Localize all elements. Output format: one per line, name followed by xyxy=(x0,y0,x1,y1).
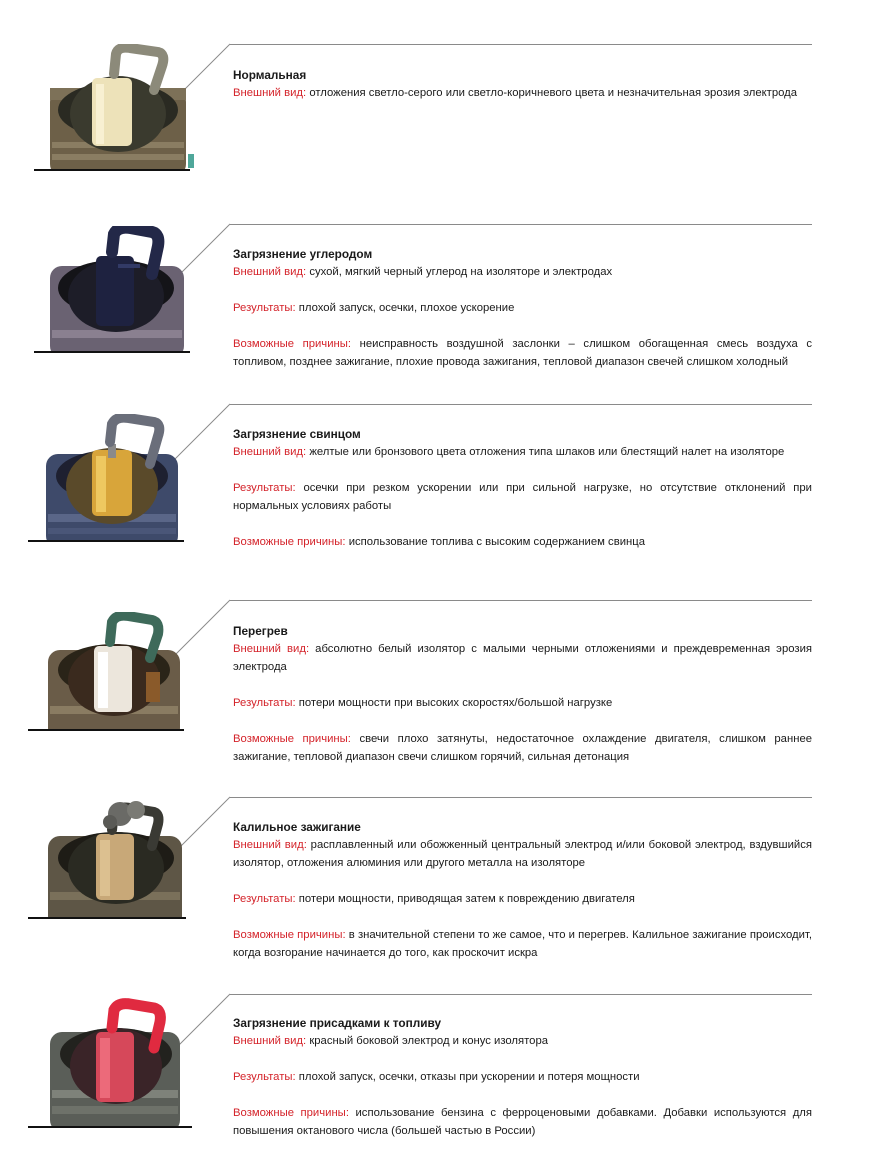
section-text xyxy=(233,245,812,389)
section-text xyxy=(233,622,812,784)
spark-plug-photo-pre-ignition xyxy=(40,800,190,918)
appearance-label: Внешний вид xyxy=(233,839,304,851)
spark-plug-photo-overheating xyxy=(40,612,188,730)
appearance-paragraph: Внешний вид: желтые или бронзового цвета отложения типа шлаков или блестящий налет на изоляторе xyxy=(233,446,785,458)
appearance-paragraph: Внешний вид: сухой, мягкий черный углерод на изоляторе и электродах xyxy=(233,266,613,278)
causes-label: Возможные причины xyxy=(233,1107,346,1119)
causes-text: неисправность воздушной заслонки – слишком обогащенная смесь воздуха с топливом, позднее зажигание, плохие провода зажигания, тепловой диапазон свечей слишком холодный xyxy=(233,338,812,368)
section-rule xyxy=(230,224,812,225)
results-label: Результаты xyxy=(233,302,293,314)
results-text: потери мощности, приводящая затем к повреждению двигателя xyxy=(298,893,635,905)
section-rule xyxy=(230,44,812,45)
appearance-paragraph: Внешний вид: отложения светло-серого или светло-коричневого цвета и незначительная эрозия электрода xyxy=(233,87,798,99)
photo-baseline xyxy=(28,540,184,542)
section-rule xyxy=(230,600,812,601)
photo-baseline xyxy=(28,1126,192,1128)
appearance-text: красный боковой электрод и конус изолятора xyxy=(309,1035,549,1047)
results-text: потери мощности при высоких скоростях/большой нагрузке xyxy=(298,697,613,709)
section-text xyxy=(233,66,812,120)
results-paragraph: Результаты: осечки при резком ускорении или при сильной нагрузке, но отсутствие отклонений при нормальных условиях работы xyxy=(233,482,812,512)
appearance-text: отложения светло-серого или светло-коричневого цвета и незначительная эрозия электрода xyxy=(309,87,798,99)
section-title: Нормальная xyxy=(233,68,307,82)
results-text: плохой запуск, осечки, плохое ускорение xyxy=(298,302,515,314)
photo-baseline xyxy=(34,351,190,353)
causes-label: Возможные причины xyxy=(233,536,343,548)
causes-paragraph: Возможные причины: свечи плохо затянуты, недостаточное охлаждение двигателя, слишком раннее зажигание, тепловой диапазон свечи слишком горячий, сильная детонация xyxy=(233,733,813,763)
section-title: Перегрев xyxy=(233,624,288,638)
causes-paragraph: Возможные причины: использование бензина с ферроценовыми добавками. Добавки используются для повышения октанового числа (большей частью в России) xyxy=(233,1107,812,1137)
appearance-paragraph: Внешний вид: абсолютно белый изолятор с малыми черными отложениями и преждевременная эрозия электрода xyxy=(233,643,812,673)
causes-text: свечи плохо затянуты, недостаточное охлаждение двигателя, слишком раннее зажигание, тепловой диапазон свечи слишком горячий, сильная детонация xyxy=(233,733,813,763)
section-rule xyxy=(230,404,812,405)
section-title: Калильное зажигание xyxy=(233,820,361,834)
results-text: осечки при резком ускорении или при сильной нагрузке, но отсутствие отклонений при нормальных условиях работы xyxy=(233,482,812,512)
results-label: Результаты xyxy=(233,482,293,494)
section-text xyxy=(233,1014,812,1158)
causes-text: использование бензина с ферроценовыми добавками. Добавки используются для повышения октанового числа (большей частью в России) xyxy=(233,1107,812,1137)
spark-plug-photo-normal xyxy=(44,44,194,170)
results-paragraph: Результаты: потери мощности, приводящая затем к повреждению двигателя xyxy=(233,893,635,905)
appearance-text: сухой, мягкий черный углерод на изоляторе и электродах xyxy=(309,266,613,278)
section-title: Загрязнение углеродом xyxy=(233,247,373,261)
causes-label: Возможные причины xyxy=(233,338,348,350)
appearance-paragraph: Внешний вид: красный боковой электрод и конус изолятора xyxy=(233,1035,549,1047)
section-rule xyxy=(230,797,812,798)
spark-plug-photo-additive xyxy=(40,998,190,1126)
appearance-label: Внешний вид xyxy=(233,643,306,655)
causes-label: Возможные причины xyxy=(233,929,343,941)
section-title: Загрязнение свинцом xyxy=(233,427,361,441)
appearance-text: желтые или бронзового цвета отложения типа шлаков или блестящий налет на изоляторе xyxy=(309,446,785,458)
section-text xyxy=(233,818,812,980)
appearance-label: Внешний вид xyxy=(233,87,304,99)
spark-plug-photo-carbon xyxy=(44,226,192,352)
appearance-label: Внешний вид xyxy=(233,266,304,278)
section-title: Загрязнение присадками к топливу xyxy=(233,1016,442,1030)
results-label: Результаты xyxy=(233,1071,293,1083)
appearance-text: расплавленный или обожженный центральный электрод и/или боковой электрод, вздувшийся изолятор, отложения алюминия или другого металла на изоляторе xyxy=(233,839,812,869)
photo-baseline xyxy=(34,169,190,171)
appearance-label: Внешний вид xyxy=(233,446,304,458)
causes-paragraph: Возможные причины: использование топлива с высоким содержанием свинца xyxy=(233,536,646,548)
section-rule xyxy=(230,994,812,995)
spark-plug-photo-lead xyxy=(38,414,186,541)
photo-baseline xyxy=(28,917,186,919)
results-label: Результаты xyxy=(233,893,293,905)
causes-paragraph: Возможные причины: неисправность воздушной заслонки – слишком обогащенная смесь воздуха с топливом, позднее зажигание, плохие провода зажигания, тепловой диапазон свечей слишком холодный xyxy=(233,338,812,368)
results-label: Результаты xyxy=(233,697,293,709)
causes-label: Возможные причины xyxy=(233,733,348,745)
results-paragraph: Результаты: потери мощности при высоких скоростях/большой нагрузке xyxy=(233,697,613,709)
appearance-paragraph: Внешний вид: расплавленный или обожженный центральный электрод и/или боковой электрод, вздувшийся изолятор, отложения алюминия или другого металла на изоляторе xyxy=(233,839,812,869)
photo-baseline xyxy=(28,729,184,731)
causes-text: использование топлива с высоким содержанием свинца xyxy=(348,536,646,548)
appearance-label: Внешний вид xyxy=(233,1035,304,1047)
causes-paragraph: Возможные причины: в значительной степени то же самое, что и перегрев. Калильное зажигание происходит, когда возгорание начинается до того, как проскочит искра xyxy=(233,929,812,959)
results-paragraph: Результаты: плохой запуск, осечки, отказы при ускорении и потеря мощности xyxy=(233,1071,640,1083)
results-paragraph: Результаты: плохой запуск, осечки, плохое ускорение xyxy=(233,302,515,314)
appearance-text: абсолютно белый изолятор с малыми черными отложениями и преждевременная эрозия электрода xyxy=(233,643,812,673)
causes-text: в значительной степени то же самое, что и перегрев. Калильное зажигание происходит, когда возгорание начинается до того, как проскочит искра xyxy=(233,929,812,959)
section-text xyxy=(233,425,812,569)
results-text: плохой запуск, осечки, отказы при ускорении и потеря мощности xyxy=(298,1071,640,1083)
